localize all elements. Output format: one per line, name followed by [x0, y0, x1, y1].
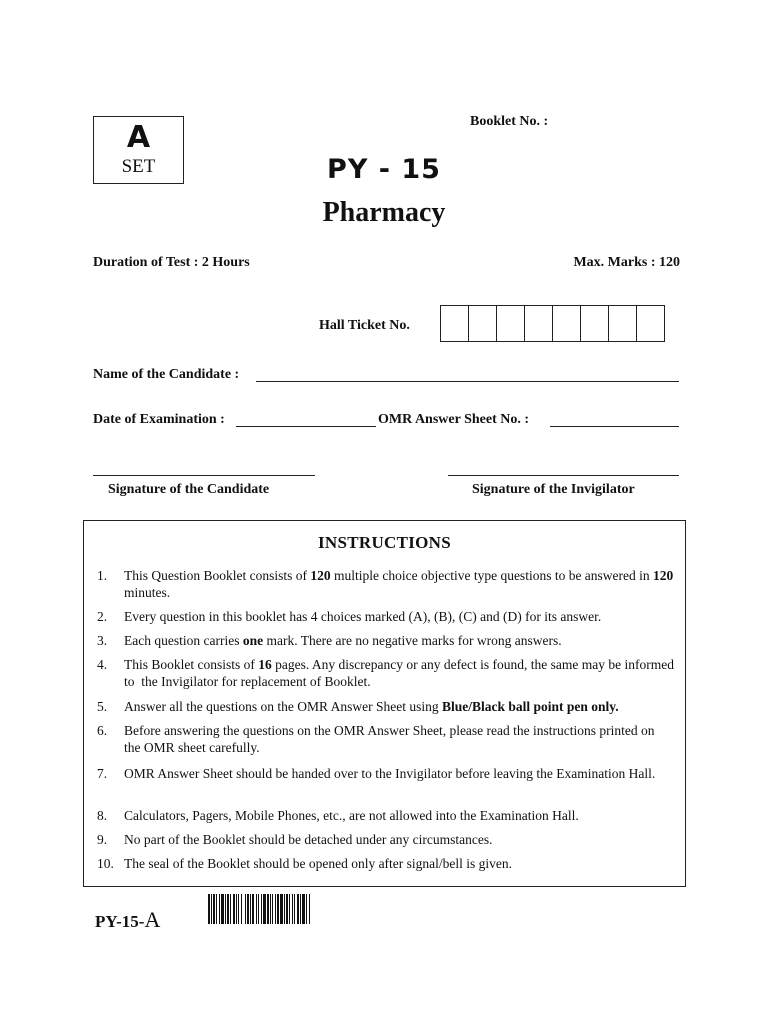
hall-ticket-digit-box[interactable]	[552, 305, 581, 342]
invigilator-signature-line[interactable]	[448, 475, 679, 476]
footer-code-text: PY-15-	[95, 912, 145, 931]
instruction-text: The seal of the Booklet should be opened only after signal/bell is given.	[124, 856, 513, 871]
instruction-text: This Booklet consists of 16 pages. Any discrepancy or any defect is found, the same may be informed to the Invigilator for replacement of Booklet.	[124, 657, 674, 689]
footer-set-letter: A	[144, 907, 161, 932]
exam-date-field[interactable]	[236, 426, 376, 427]
instruction-number: 5.	[97, 699, 108, 714]
hall-ticket-digit-box[interactable]	[580, 305, 609, 342]
instruction-number: 2.	[97, 609, 108, 624]
hall-ticket-digit-box[interactable]	[496, 305, 525, 342]
instruction-text: No part of the Booklet should be detached under any circumstances.	[124, 832, 493, 847]
instruction-number: 3.	[97, 633, 108, 648]
duration: Duration of Test : 2 Hours	[93, 255, 250, 270]
invigilator-signature-label: Signature of the Invigilator	[472, 482, 635, 497]
hall-ticket-digit-box[interactable]	[636, 305, 665, 342]
instruction-text: Before answering the questions on the OMR Answer Sheet, please read the instructions printed on the OMR sheet carefully.	[124, 723, 655, 755]
barcode-icon	[208, 894, 364, 924]
footer-code	[95, 907, 160, 933]
candidate-name-field[interactable]	[256, 381, 679, 382]
instruction-number: 1.	[97, 568, 108, 583]
set-label: SET	[121, 156, 156, 177]
candidate-signature-line[interactable]	[93, 475, 315, 476]
hall-ticket-digit-box[interactable]	[608, 305, 637, 342]
omr-sheet-field[interactable]	[550, 426, 679, 427]
instructions-box	[83, 520, 686, 887]
hall-ticket-label: Hall Ticket No.	[319, 318, 410, 333]
instruction-text: Calculators, Pagers, Mobile Phones, etc., are not allowed into the Examination Hall.	[124, 808, 579, 823]
instruction-text: This Question Booklet consists of 120 multiple choice objective type questions to be answered in 120 minutes.	[124, 568, 674, 600]
instruction-number: 10.	[97, 856, 114, 871]
subject-title: Pharmacy	[322, 197, 446, 228]
max-marks: Max. Marks : 120	[573, 255, 680, 270]
paper-code: PY - 15	[327, 154, 441, 185]
candidate-signature-label: Signature of the Candidate	[108, 482, 270, 497]
candidate-name-label: Name of the Candidate :	[93, 367, 240, 382]
instruction-number: 9.	[97, 832, 108, 847]
instruction-text: Each question carries one mark. There are no negative marks for wrong answers.	[124, 633, 562, 648]
set-letter: A	[126, 120, 151, 155]
instruction-text: OMR Answer Sheet should be handed over to the Invigilator before leaving the Examination Hall.	[124, 766, 656, 781]
omr-sheet-label: OMR Answer Sheet No. :	[378, 412, 530, 427]
booklet-no-label: Booklet No. :	[470, 114, 549, 129]
instruction-text: Every question in this booklet has 4 choices marked (A), (B), (C) and (D) for its answer.	[124, 609, 602, 624]
hall-ticket-digit-box[interactable]	[440, 305, 469, 342]
instruction-text: Answer all the questions on the OMR Answer Sheet using Blue/Black ball point pen only.	[124, 699, 619, 714]
instruction-number: 4.	[97, 657, 108, 672]
exam-date-label: Date of Examination :	[93, 412, 225, 427]
instruction-number: 7.	[97, 766, 108, 781]
hall-ticket-boxes[interactable]	[441, 305, 665, 342]
hall-ticket-digit-box[interactable]	[468, 305, 497, 342]
instructions-title: INSTRUCTIONS	[317, 533, 452, 552]
instruction-number: 6.	[97, 723, 108, 738]
instruction-number: 8.	[97, 808, 108, 823]
hall-ticket-digit-box[interactable]	[524, 305, 553, 342]
